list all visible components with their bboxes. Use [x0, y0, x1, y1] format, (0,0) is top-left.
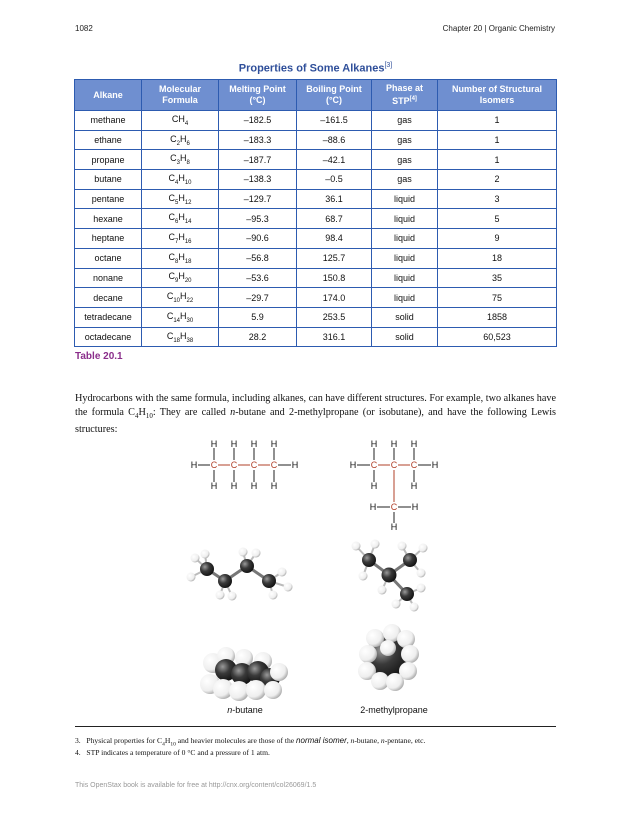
cell-alkane: nonane [75, 268, 142, 288]
hydrogen-atom-label: H [270, 439, 278, 449]
cell-formula: $C_3H_8$ [142, 150, 219, 170]
carbon-atom-label: C [390, 502, 398, 512]
2-methylpropane-lewis-structure [350, 439, 439, 532]
cell-phase: gas [372, 130, 438, 150]
hydrogen-atom-label: H [410, 481, 418, 491]
cell-isomers: 2 [438, 170, 557, 190]
hydrogen-atom-label: H [190, 460, 198, 470]
cell-melting-point: –138.3 [219, 170, 297, 190]
cell-phase: solid [372, 307, 438, 327]
table-row [75, 288, 557, 308]
cell-melting-point: –182.5 [219, 111, 297, 131]
table-title-ref[interactable]: [3] [384, 62, 393, 69]
footnote-4: 4. STP indicates a temperature of 0 °C and a pressure of 1 atm. [75, 748, 270, 757]
hydrogen-atom-label: H [250, 439, 258, 449]
cell-boiling-point: 253.5 [297, 307, 372, 327]
n-butane-caption: n-butane [227, 705, 263, 715]
table-row [75, 111, 557, 131]
cell-phase: solid [372, 327, 438, 347]
page-footer[interactable]: This OpenStax book is available for free at http://cnx.org/content/col26069/1.5 [75, 782, 317, 789]
hydrogen-atom-label: H [210, 481, 218, 491]
table-header-row [75, 80, 557, 111]
table-row [75, 229, 557, 249]
butane-isomers-figure [170, 432, 470, 722]
cell-boiling-point: 36.1 [297, 189, 372, 209]
table-row [75, 130, 557, 150]
cell-melting-point: –53.6 [219, 268, 297, 288]
cell-isomers: 1858 [438, 307, 557, 327]
cell-formula: $C_5H_{12}$ [142, 189, 219, 209]
hydrogen-atom-label: H [411, 502, 419, 512]
table-row [75, 327, 557, 347]
cell-isomers: 5 [438, 209, 557, 229]
hydrogen-atom-label: H [390, 522, 398, 532]
cell-boiling-point: 68.7 [297, 209, 372, 229]
cell-alkane: butane [75, 170, 142, 190]
hydrogen-atom-label: H [230, 481, 238, 491]
cell-melting-point: –56.8 [219, 248, 297, 268]
hydrogen-atom-label: H [370, 481, 378, 491]
chapter-title: Chapter 20 | Organic Chemistry [442, 24, 555, 33]
hydrogen-atom-label: H [431, 460, 439, 470]
2-methylpropane-space-filling-model [358, 624, 419, 691]
cell-melting-point: –29.7 [219, 288, 297, 308]
cell-alkane: propane [75, 150, 142, 170]
cell-boiling-point: 98.4 [297, 229, 372, 249]
cell-melting-point: –95.3 [219, 209, 297, 229]
cell-formula: $C_7H_{16}$ [142, 229, 219, 249]
cell-melting-point: 28.2 [219, 327, 297, 347]
col-header-boiling-point: Boiling Point (°C) [297, 80, 372, 111]
cell-phase: gas [372, 170, 438, 190]
table-row [75, 268, 557, 288]
cell-isomers: 60,523 [438, 327, 557, 347]
cell-formula: $C_9H_{20}$ [142, 268, 219, 288]
cell-alkane: methane [75, 111, 142, 131]
page-header [75, 24, 555, 36]
page-number: 1082 [75, 24, 93, 33]
carbon-atom-label: C [390, 460, 398, 470]
col-header-isomers: Number of Structural Isomers [438, 80, 557, 111]
cell-melting-point: –183.3 [219, 130, 297, 150]
hydrogen-atom-label: H [270, 481, 278, 491]
hydrogen-atom-label: H [250, 481, 258, 491]
carbon-atom-label: C [250, 460, 258, 470]
table-row [75, 170, 557, 190]
footnote-3: 3. Physical properties for $C_4H_{10}$ and heavier molecules are those of the normal isomer, n-butane, n-pentane, etc. [75, 736, 426, 748]
hydrogen-atom-label: H [369, 502, 377, 512]
hydrogen-atom-label: H [349, 460, 357, 470]
cell-formula: $CH_4$ [142, 111, 219, 131]
cell-alkane: octane [75, 248, 142, 268]
cell-isomers: 1 [438, 150, 557, 170]
2-methylpropane-caption: 2-methylpropane [360, 705, 428, 715]
body-paragraph: Hydrocarbons with the same formula, including alkanes, can have different structures. For example, two alkanes have the formula $C_4H_{10}$: They are called n-butane and 2-methylpropane (or isobutane), and have the following Lewis structures: [75, 393, 556, 436]
table-row [75, 209, 557, 229]
cell-alkane: decane [75, 288, 142, 308]
hydrogen-atom-label: H [390, 439, 398, 449]
hydrogen-atom-label: H [410, 439, 418, 449]
table-row [75, 150, 557, 170]
cell-boiling-point: –0.5 [297, 170, 372, 190]
cell-boiling-point: 316.1 [297, 327, 372, 347]
cell-boiling-point: 150.8 [297, 268, 372, 288]
cell-phase: liquid [372, 189, 438, 209]
cell-formula: $C_4H_{10}$ [142, 170, 219, 190]
cell-formula: $C_2H_6$ [142, 130, 219, 150]
n-butane-ball-and-stick-model [187, 548, 293, 601]
cell-formula: $C_{18}H_{38}$ [142, 327, 219, 347]
hydrogen-atom-label: H [291, 460, 299, 470]
n-butane-lewis-structure [191, 439, 299, 491]
cell-isomers: 75 [438, 288, 557, 308]
cell-alkane: tetradecane [75, 307, 142, 327]
table-row [75, 307, 557, 327]
carbon-atom-label: C [230, 460, 238, 470]
cell-alkane: pentane [75, 189, 142, 209]
cell-phase: gas [372, 150, 438, 170]
cell-phase: liquid [372, 248, 438, 268]
cell-melting-point: 5.9 [219, 307, 297, 327]
cell-melting-point: –187.7 [219, 150, 297, 170]
col-header-alkane: Alkane [75, 80, 142, 111]
cell-formula: $C_6H_{14}$ [142, 209, 219, 229]
hydrogen-atom-label: H [370, 439, 378, 449]
cell-alkane: heptane [75, 229, 142, 249]
cell-isomers: 9 [438, 229, 557, 249]
alkane-properties-table [74, 79, 557, 347]
cell-isomers: 1 [438, 130, 557, 150]
col-header-melting-point: Melting Point (°C) [219, 80, 297, 111]
2-methylpropane-ball-and-stick-model [352, 540, 428, 612]
cell-melting-point: –90.6 [219, 229, 297, 249]
cell-boiling-point: 174.0 [297, 288, 372, 308]
cell-alkane: hexane [75, 209, 142, 229]
table-row [75, 248, 557, 268]
col-header-phase: Phase at STP[4] [372, 80, 438, 111]
cell-formula: $C_8H_{18}$ [142, 248, 219, 268]
cell-alkane: ethane [75, 130, 142, 150]
footnote-rule [75, 726, 556, 727]
cell-isomers: 18 [438, 248, 557, 268]
cell-phase: gas [372, 111, 438, 131]
cell-isomers: 35 [438, 268, 557, 288]
table-row [75, 189, 557, 209]
cell-melting-point: –129.7 [219, 189, 297, 209]
cell-isomers: 1 [438, 111, 557, 131]
cell-phase: liquid [372, 209, 438, 229]
cell-alkane: octadecane [75, 327, 142, 347]
cell-boiling-point: –88.6 [297, 130, 372, 150]
carbon-atom-label: C [270, 460, 278, 470]
hydrogen-atom-label: H [210, 439, 218, 449]
cell-isomers: 3 [438, 189, 557, 209]
n-butane-space-filling-model [200, 647, 288, 701]
cell-boiling-point: 125.7 [297, 248, 372, 268]
cell-phase: liquid [372, 229, 438, 249]
cell-boiling-point: –161.5 [297, 111, 372, 131]
carbon-atom-label: C [410, 460, 418, 470]
cell-formula: $C_{14}H_{30}$ [142, 307, 219, 327]
hydrogen-atom-label: H [230, 439, 238, 449]
col-header-formula: Molecular Formula [142, 80, 219, 111]
table-title: Properties of Some Alkanes[3] [238, 62, 393, 75]
cell-phase: liquid [372, 288, 438, 308]
cell-formula: $C_{10}H_{22}$ [142, 288, 219, 308]
table-label: Table 20.1 [75, 351, 123, 362]
cell-phase: liquid [372, 268, 438, 288]
cell-boiling-point: –42.1 [297, 150, 372, 170]
carbon-atom-label: C [210, 460, 218, 470]
carbon-atom-label: C [370, 460, 378, 470]
